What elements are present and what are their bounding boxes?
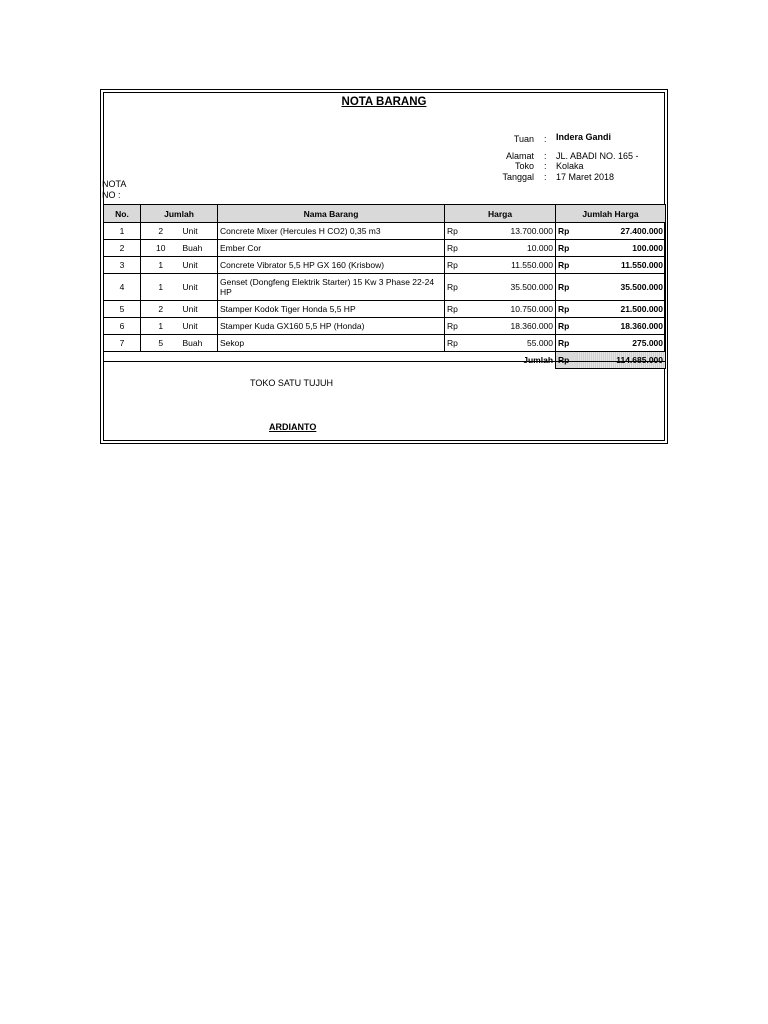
- row-qty: 1: [141, 257, 181, 274]
- header-harga: Harga: [445, 205, 556, 223]
- row-price: 18.360.000: [473, 318, 556, 335]
- row-price-currency: Rp: [445, 318, 473, 335]
- table-header-row: [104, 205, 666, 223]
- row-price-currency: Rp: [445, 223, 473, 240]
- alamat-value: JL. ABADI NO. 165 -: [556, 151, 639, 161]
- row-qty: 2: [141, 301, 181, 318]
- row-total: 27.400.000: [577, 223, 666, 240]
- row-no: 7: [104, 335, 141, 352]
- row-price-currency: Rp: [445, 240, 473, 257]
- row-total: 35.500.000: [577, 274, 666, 301]
- row-qty: 1: [141, 274, 181, 301]
- table-row: [104, 301, 666, 318]
- alamat-colon: :: [544, 151, 547, 161]
- toko-value: Kolaka: [556, 161, 584, 171]
- row-total-currency: Rp: [556, 318, 577, 335]
- row-qty: 2: [141, 223, 181, 240]
- row-price: 55.000: [473, 335, 556, 352]
- row-total-currency: Rp: [556, 274, 577, 301]
- row-price: 13.700.000: [473, 223, 556, 240]
- row-total: 100.000: [577, 240, 666, 257]
- row-total-currency: Rp: [556, 335, 577, 352]
- row-no: 4: [104, 274, 141, 301]
- row-price: 10.750.000: [473, 301, 556, 318]
- row-name: Stamper Kuda GX160 5,5 HP (Honda): [218, 318, 445, 335]
- row-name: Genset (Dongfeng Elektrik Starter) 15 Kw 3 Phase 22-24 HP: [218, 274, 445, 301]
- row-unit: Buah: [181, 240, 218, 257]
- tuan-label: Tuan: [513, 134, 534, 144]
- header-no: No.: [104, 205, 141, 223]
- row-unit: Unit: [181, 274, 218, 301]
- row-unit: Buah: [181, 335, 218, 352]
- table-row: [104, 223, 666, 240]
- table-row: [104, 318, 666, 335]
- toko-label: Toko: [514, 161, 534, 171]
- row-price: 35.500.000: [473, 274, 556, 301]
- row-price-currency: Rp: [445, 301, 473, 318]
- invoice-frame: [100, 89, 668, 444]
- alamat-label: Alamat: [505, 151, 534, 161]
- header-jumlah-harga: Jumlah Harga: [556, 205, 666, 223]
- total-divider: [103, 361, 665, 362]
- row-qty: 5: [141, 335, 181, 352]
- row-total-currency: Rp: [556, 223, 577, 240]
- row-no: 2: [104, 240, 141, 257]
- row-no: 1: [104, 223, 141, 240]
- row-qty: 10: [141, 240, 181, 257]
- table-row: [104, 274, 666, 301]
- store-name: TOKO SATU TUJUH: [250, 378, 334, 388]
- row-price-currency: Rp: [445, 335, 473, 352]
- row-name: Sekop: [218, 335, 445, 352]
- tuan-value: Indera Gandi: [556, 132, 612, 142]
- row-unit: Unit: [181, 318, 218, 335]
- total-currency: Rp: [556, 352, 577, 369]
- customer-info: [101, 134, 665, 184]
- table-row: [104, 335, 666, 352]
- table-row: [104, 257, 666, 274]
- row-unit: Unit: [181, 257, 218, 274]
- nota-label-line2: NO :: [102, 190, 121, 200]
- row-no: 6: [104, 318, 141, 335]
- row-price-currency: Rp: [445, 257, 473, 274]
- nota-label-line1: NOTA: [102, 179, 127, 189]
- items-table: [103, 204, 666, 369]
- row-total-currency: Rp: [556, 257, 577, 274]
- row-total: 275.000: [577, 335, 666, 352]
- row-total: 11.550.000: [577, 257, 666, 274]
- total-label: Jumlah: [523, 355, 554, 366]
- row-price-currency: Rp: [445, 274, 473, 301]
- total-row: [104, 352, 666, 369]
- row-total: 18.360.000: [577, 318, 666, 335]
- tanggal-label: Tanggal: [502, 172, 534, 182]
- nota-number-label: [102, 179, 126, 201]
- row-total-currency: Rp: [556, 301, 577, 318]
- row-price: 11.550.000: [473, 257, 556, 274]
- tuan-colon: :: [544, 134, 547, 144]
- row-total-currency: Rp: [556, 240, 577, 257]
- invoice-title: NOTA BARANG: [341, 96, 427, 108]
- grand-total: 114.685.000: [577, 352, 666, 369]
- row-unit: Unit: [181, 301, 218, 318]
- row-price: 10.000: [473, 240, 556, 257]
- row-name: Stamper Kodok Tiger Honda 5,5 HP: [218, 301, 445, 318]
- row-name: Ember Cor: [218, 240, 445, 257]
- row-no: 3: [104, 257, 141, 274]
- header-jumlah: Jumlah: [141, 205, 218, 223]
- toko-colon: :: [544, 161, 547, 171]
- signatory-name: ARDIANTO: [269, 422, 317, 432]
- row-name: Concrete Vibrator 5,5 HP GX 160 (Krisbow): [218, 257, 445, 274]
- header-nama-barang: Nama Barang: [218, 205, 445, 223]
- row-name: Concrete Mixer (Hercules H CO2) 0,35 m3: [218, 223, 445, 240]
- row-unit: Unit: [181, 223, 218, 240]
- table-row: [104, 240, 666, 257]
- row-total: 21.500.000: [577, 301, 666, 318]
- tanggal-colon: :: [544, 172, 547, 182]
- row-qty: 1: [141, 318, 181, 335]
- tanggal-value: 17 Maret 2018: [556, 172, 615, 182]
- row-no: 5: [104, 301, 141, 318]
